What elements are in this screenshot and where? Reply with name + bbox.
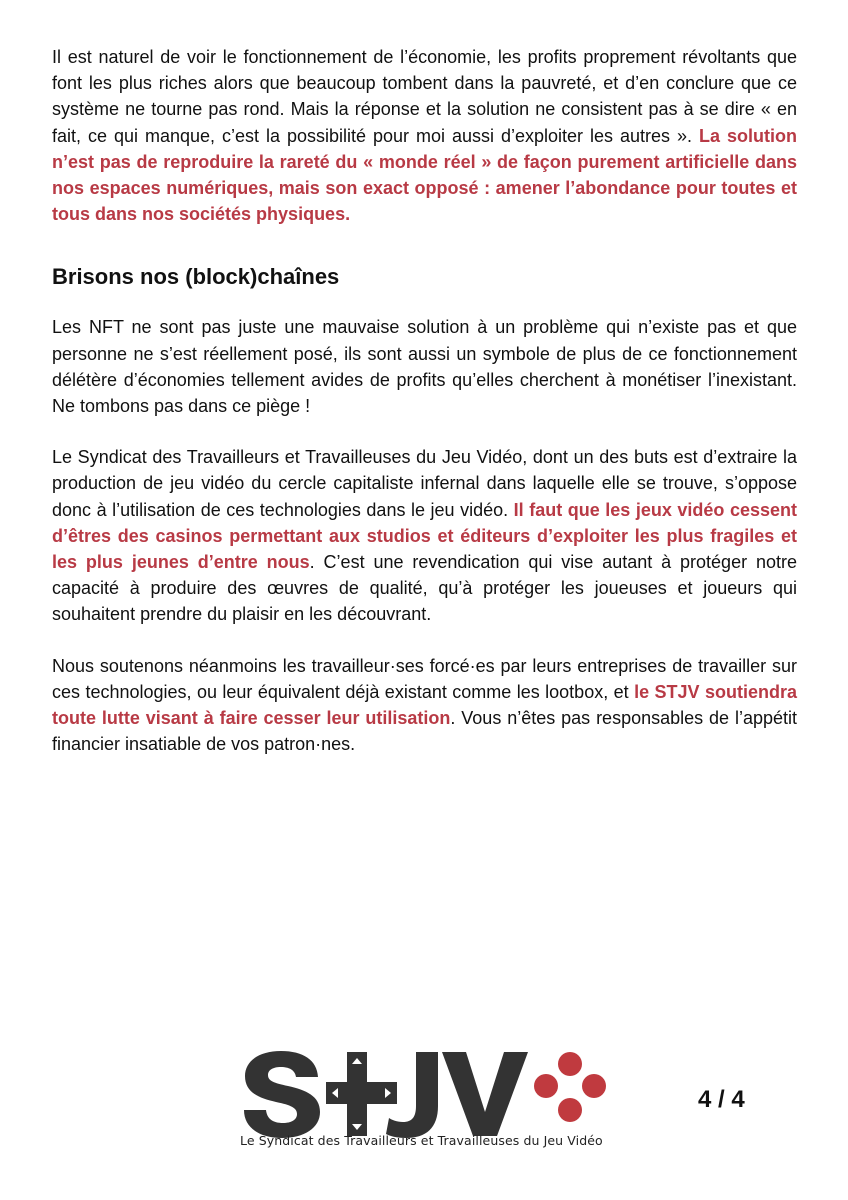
- paragraph-economy-text: Il est naturel de voir le fonctionnement de l’économie, les profits proprement révoltants que font les plus riches alors que beaucoup tombent dans la pauvreté, et d’en conclure que ce système ne tourne pas rond. Mais la réponse et la solution ne consistent pas à se dire « en fait, ce qui manque, c’est la possibilité pour moi aussi d’exploiter les autres ».: [52, 47, 797, 146]
- paragraph-stjv-position: [52, 444, 797, 627]
- paragraph-nft: Les NFT ne sont pas juste une mauvaise solution à un problème qui n’existe pas et que personne ne s’est réellement posé, ils sont aussi un symbole de plus de ce fonctionnement délétère d’économies tellement avides de profits qu’elles cherchent à monétiser l’inexistant. Ne tombons pas dans ce piège !: [52, 317, 797, 417]
- paragraph-support-after: . Vous n’êtes pas responsables de l’appétit financier insatiable de vos patron·nes.: [52, 708, 797, 755]
- paragraph-economy-highlight: La solution n’est pas de reproduire la rareté du « monde réel » de façon purement artificielle dans nos espaces numériques, mais son exact opposé : amener l’abondance pour toutes et tous dans nos sociétés physiques.: [52, 125, 798, 225]
- paragraph-support-text: Nous soutenons néanmoins les travailleur·ses forcé·es par leurs entreprises de travailler sur ces technologies, ou leur équivalent déjà existant comme les lootbox, et: [52, 655, 797, 702]
- document-body: [52, 44, 797, 757]
- logo-letter-s: [244, 1051, 320, 1138]
- logo-letter-v: [442, 1052, 528, 1136]
- paragraph-support: [52, 653, 797, 758]
- paragraph-economy: [52, 44, 797, 227]
- button-right-icon: [582, 1074, 606, 1098]
- paragraph-stjv-position-text: Le Syndicat des Travailleurs et Travailleuses du Jeu Vidéo, dont un des buts est d’extraire la production de jeu vidéo du cercle capitaliste infernal dans laquelle elle se trouve, s’oppose donc à l’utilisation de ces technologies dans le jeu vidéo.: [52, 447, 797, 520]
- button-top-icon: [558, 1052, 582, 1076]
- paragraph-support-highlight: le STJV soutiendra toute lutte visant à faire cesser leur utilisation: [52, 681, 798, 729]
- paragraph-stjv-position-after: . C’est une revendication qui vise autant à protéger notre capacité à produire des œuvres de qualité, qu’à protéger les joueuses et joueurs qui souhaitent prendre du plaisir en les découvrant.: [52, 552, 798, 625]
- page-number: 4 / 4: [698, 1086, 745, 1113]
- paragraph-stjv-position-highlight: Il faut que les jeux vidéo cessent d’êtres des casinos permettant aux studios et éditeurs d’exploiter les plus fragiles et les plus jeunes d’entre nous: [52, 499, 797, 573]
- button-bottom-icon: [558, 1098, 582, 1122]
- logo-tagline: Le Syndicat des Travailleurs et Travailleuses du Jeu Vidéo: [240, 1133, 603, 1148]
- button-left-icon: [534, 1074, 558, 1098]
- section-heading: Brisons nos (block)chaînes: [52, 264, 340, 290]
